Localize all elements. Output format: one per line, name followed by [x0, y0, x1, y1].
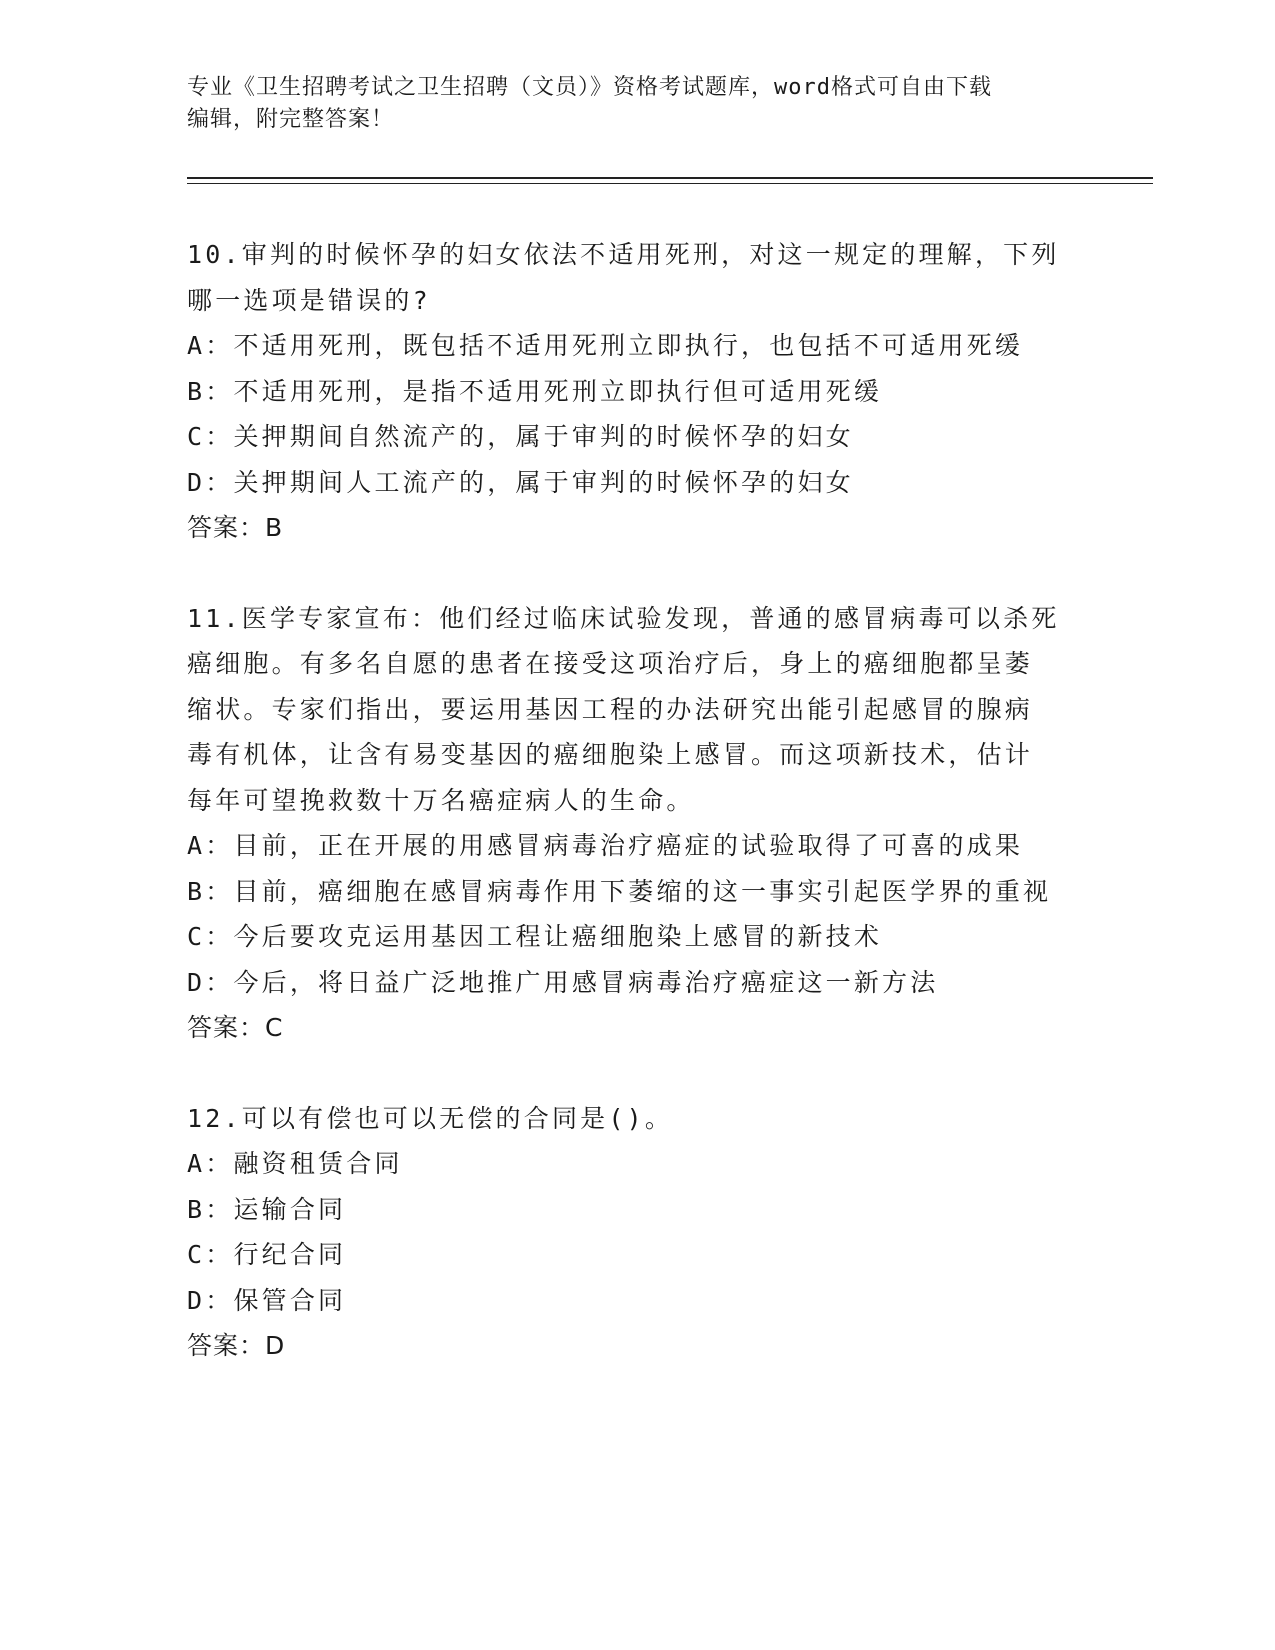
- option-a: A：融资租赁合同: [187, 1149, 403, 1178]
- option-c: C：关押期间自然流产的，属于审判的时候怀孕的妇女: [187, 422, 854, 451]
- header-line-2: 编辑，附完整答案！: [187, 107, 395, 132]
- question-stem: 缩状。专家们指出，要运用基因工程的办法研究出能引起感冒的腺病: [187, 694, 1034, 724]
- option-c: C：行纪合同: [187, 1240, 347, 1269]
- option-a: A：目前，正在开展的用感冒病毒治疗癌症的试验取得了可喜的成果: [187, 831, 1024, 860]
- option-d: D：今后，将日益广泛地推广用感冒病毒治疗癌症这一新方法: [187, 967, 939, 997]
- option-c: C：今后要攻克运用基因工程让癌细胞染上感冒的新技术: [187, 922, 883, 951]
- question-stem: 哪一选项是错误的?: [187, 285, 431, 315]
- option-b: B：目前，癌细胞在感冒病毒作用下萎缩的这一事实引起医学界的重视: [187, 876, 1052, 906]
- question-11: [187, 596, 1087, 1051]
- question-stem: 毒有机体，让含有易变基因的癌细胞染上感冒。而这项新技术，估计: [187, 740, 1034, 769]
- option-a: A：不适用死刑，既包括不适用死刑立即执行，也包括不可适用死缓: [187, 331, 1024, 360]
- option-b: B：运输合同: [187, 1194, 347, 1224]
- document-header: [187, 72, 1067, 136]
- option-b: B：不适用死刑，是指不适用死刑立即执行但可适用死缓: [187, 376, 883, 406]
- question-stem: 每年可望挽救数十万名癌症病人的生命。: [187, 785, 695, 815]
- option-d: D：保管合同: [187, 1285, 347, 1315]
- answer-label: 答案：D: [187, 1331, 286, 1360]
- header-divider-thick: [187, 177, 1153, 179]
- question-10: [187, 232, 1087, 551]
- answer-label: 答案：B: [187, 513, 284, 542]
- question-stem: 10.审判的时候怀孕的妇女依法不适用死刑，对这一规定的理解，下列: [187, 240, 1060, 269]
- header-divider-thin: [187, 183, 1153, 184]
- question-stem: 癌细胞。有多名自愿的患者在接受这项治疗后，身上的癌细胞都呈萎: [187, 649, 1034, 678]
- question-12: [187, 1096, 1087, 1369]
- header-line-1: 专业《卫生招聘考试之卫生招聘（文员）》资格考试题库，word格式可自由下载: [187, 75, 992, 100]
- answer-label: 答案：C: [187, 1013, 284, 1042]
- question-stem: 12.可以有偿也可以无偿的合同是()。: [187, 1103, 674, 1133]
- question-stem: 11.医学专家宣布：他们经过临床试验发现，普通的感冒病毒可以杀死: [187, 603, 1060, 633]
- option-d: D：关押期间人工流产的，属于审判的时候怀孕的妇女: [187, 467, 854, 497]
- question-list: [187, 232, 1087, 1414]
